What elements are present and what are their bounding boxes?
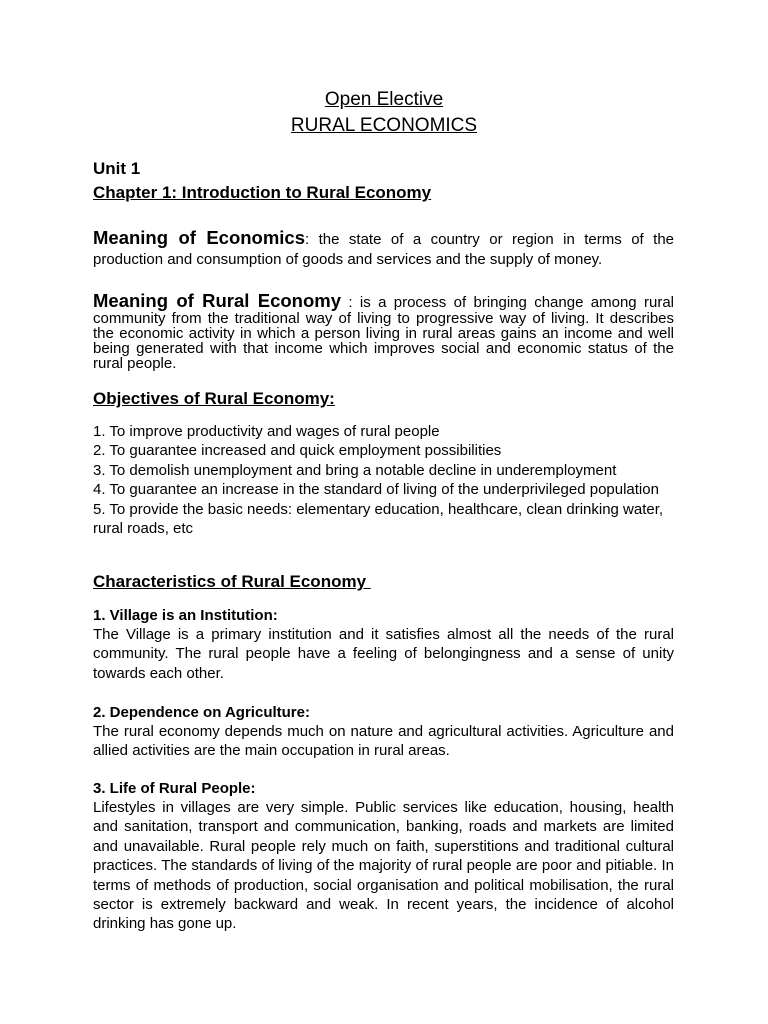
meaning-economics-term: Meaning of Economics [93,227,306,248]
characteristic-title: 2. Dependence on Agriculture: [93,704,310,721]
characteristic-title: 3. Life of Rural People: [93,780,256,797]
list-item: 2. To guarantee increased and quick employment possibilities [93,442,502,460]
characteristic-text: The rural economy depends much on nature and agricultural activities. Agriculture and allied activities are the main occupation in rural areas. [93,723,674,760]
course-name-title: RURAL ECONOMICS [290,115,478,136]
list-item: 5. To provide the basic needs: elementary education, healthcare, clean drinking water, rural roads, etc [93,500,664,538]
meaning-economics-definition: : the state of a country or region in terms of the production and consumption of goods and services and the supply of money. [93,231,674,268]
unit-label: Unit 1 [93,159,141,178]
course-type-title: Open Elective [324,89,444,110]
meaning-rural-economy-definition: : is a process of bringing change among rural community from the traditional way of living to progressive way of living. It describes the economic activity in which a person living in rural areas gains an income and well being generated with that income which improves social and economic status of the rural people. [93,294,674,372]
chapter-title: Chapter 1: Introduction to Rural Economy [93,183,432,202]
meaning-economics-paragraph [93,228,674,270]
list-item: 1. To improve productivity and wages of rural people [93,423,440,440]
list-item: 4. To guarantee an increase in the standard of living of the underprivileged population [93,481,659,499]
characteristic-title: 1. Village is an Institution: [93,607,278,624]
objectives-heading: Objectives of Rural Economy: [93,389,335,408]
characteristic-text: Lifestyles in villages are very simple. Public services like education, housing, health and sanitation, transport and communication, banking, roads and markets are limited and unavailable. Rural people rely much on faith, superstitions and traditional cultural practices. The standards of living of the majority of rural people are poor and pitiable. In terms of methods of production, social organisation and political mobilisation, the rural sector is extremely backward and weak. In recent years, the incidence of alcohol drinking has gone up. [93,799,674,933]
list-item: 3. To demolish unemployment and bring a notable decline in underemployment [93,461,617,479]
meaning-rural-economy-paragraph [93,291,674,371]
characteristic-text: The Village is a primary institution and it satisfies almost all the needs of the rural community. The rural people have a feeling of belongingness and a sense of unity towards each other. [93,626,674,682]
characteristics-heading: Characteristics of Rural Economy [93,572,371,591]
meaning-rural-economy-term: Meaning of Rural Economy [93,290,342,311]
objectives-list [93,422,674,538]
